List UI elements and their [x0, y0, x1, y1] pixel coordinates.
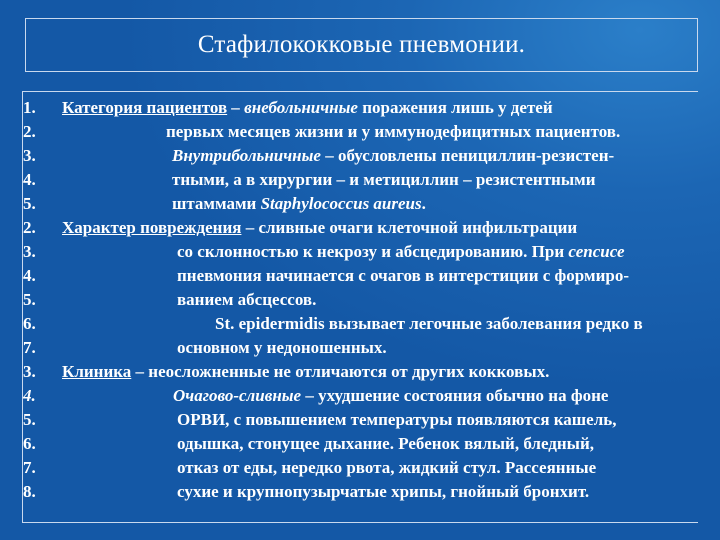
- italic-term: сепсисе: [568, 242, 625, 261]
- italic-term: Внутрибольничные: [172, 146, 321, 165]
- line-number: 4.: [23, 170, 36, 189]
- text-segment: первых месяцев жизни и у иммунодефицитных пациентов.: [166, 122, 621, 141]
- text-segment: пневмония начинается с очагов в интерстиции с формиро-: [177, 266, 629, 285]
- text-line: [23, 312, 698, 336]
- section-heading: Категория пациентов: [62, 98, 228, 117]
- text-segment: тными, а в хирургии – и метициллин – резистентными: [172, 170, 596, 189]
- line-text: [177, 456, 596, 480]
- text-line: [23, 432, 698, 456]
- line-number: 2.: [23, 122, 36, 141]
- line-text: [215, 312, 643, 336]
- slide-title: Стафилококковые пневмонии.: [197, 31, 526, 58]
- text-segment: штаммами: [172, 194, 261, 213]
- text-segment: – сливные очаги клеточной инфильтрации: [241, 218, 578, 237]
- line-number: 3.: [23, 146, 36, 165]
- line-text: [177, 336, 387, 360]
- line-number: 3.: [23, 242, 36, 261]
- text-line: [23, 288, 698, 312]
- line-text: [177, 288, 316, 312]
- line-number: 4.: [23, 386, 36, 405]
- line-number: 5.: [23, 410, 36, 429]
- line-text: [177, 240, 625, 264]
- text-segment: .: [421, 194, 426, 213]
- text-line: [23, 384, 698, 408]
- line-number: 6.: [23, 434, 36, 453]
- line-number: 5.: [23, 290, 36, 309]
- line-text: [172, 192, 426, 216]
- text-line: [23, 456, 698, 480]
- line-number: 5.: [23, 194, 36, 213]
- title-frame: [25, 18, 698, 72]
- line-text: [177, 432, 594, 456]
- text-segment: – неосложненные не отличаются от других кокковых.: [131, 362, 550, 381]
- line-text: [177, 480, 589, 504]
- line-text: [177, 264, 629, 288]
- text-line: [23, 408, 698, 432]
- line-text: [62, 216, 577, 240]
- italic-term: Очагово-сливные: [173, 386, 302, 405]
- text-segment: St. epidermidis вызывает легочные заболевания редко в: [215, 314, 643, 333]
- text-line: [23, 168, 698, 192]
- line-number: 7.: [23, 338, 36, 357]
- text-line: [23, 144, 698, 168]
- line-number: 8.: [23, 482, 36, 501]
- line-number: 3.: [23, 362, 36, 381]
- text-line: [23, 360, 698, 384]
- text-line: [23, 216, 698, 240]
- line-text: [172, 144, 614, 168]
- text-segment: со склонностью к некрозу и абсцедированию. При: [177, 242, 569, 261]
- section-heading: Характер повреждения: [62, 218, 242, 237]
- italic-term: внебольничные: [244, 98, 358, 117]
- text-line: [23, 240, 698, 264]
- line-number: 4.: [23, 266, 36, 285]
- text-segment: ОРВИ, с повышением температуры появляются кашель,: [177, 410, 617, 429]
- line-number: 7.: [23, 458, 36, 477]
- text-segment: ванием абсцессов.: [177, 290, 317, 309]
- text-line: [23, 120, 698, 144]
- line-text: [172, 168, 596, 192]
- text-segment: одышка, стонущее дыхание. Ребенок вялый, бледный,: [177, 434, 594, 453]
- text-line: [23, 480, 698, 504]
- text-line: [23, 264, 698, 288]
- italic-term: –: [227, 98, 245, 117]
- line-text: [173, 384, 608, 408]
- line-text: [62, 96, 553, 120]
- text-segment: основном у недоношенных.: [177, 338, 387, 357]
- section-heading: Клиника: [62, 362, 132, 381]
- line-text: [62, 360, 549, 384]
- text-segment: – ухудшение состояния обычно на фоне: [301, 386, 609, 405]
- line-text: [177, 408, 616, 432]
- text-line: [23, 192, 698, 216]
- italic-term: Staphylococcus aureus: [260, 194, 422, 213]
- line-number: 6.: [23, 314, 36, 333]
- text-segment: – обусловлены пенициллин-резистен-: [320, 146, 615, 165]
- text-segment: отказ от еды, нередко рвота, жидкий стул. Рассеянные: [177, 458, 597, 477]
- line-number: 1.: [23, 98, 36, 117]
- content-frame: [22, 91, 698, 523]
- line-text: [166, 120, 620, 144]
- line-number: 2.: [23, 218, 36, 237]
- text-segment: сухие и крупнопузырчатые хрипы, гнойный бронхит.: [177, 482, 590, 501]
- text-line: [23, 96, 698, 120]
- text-line: [23, 336, 698, 360]
- text-segment: поражения лишь у детей: [357, 98, 553, 117]
